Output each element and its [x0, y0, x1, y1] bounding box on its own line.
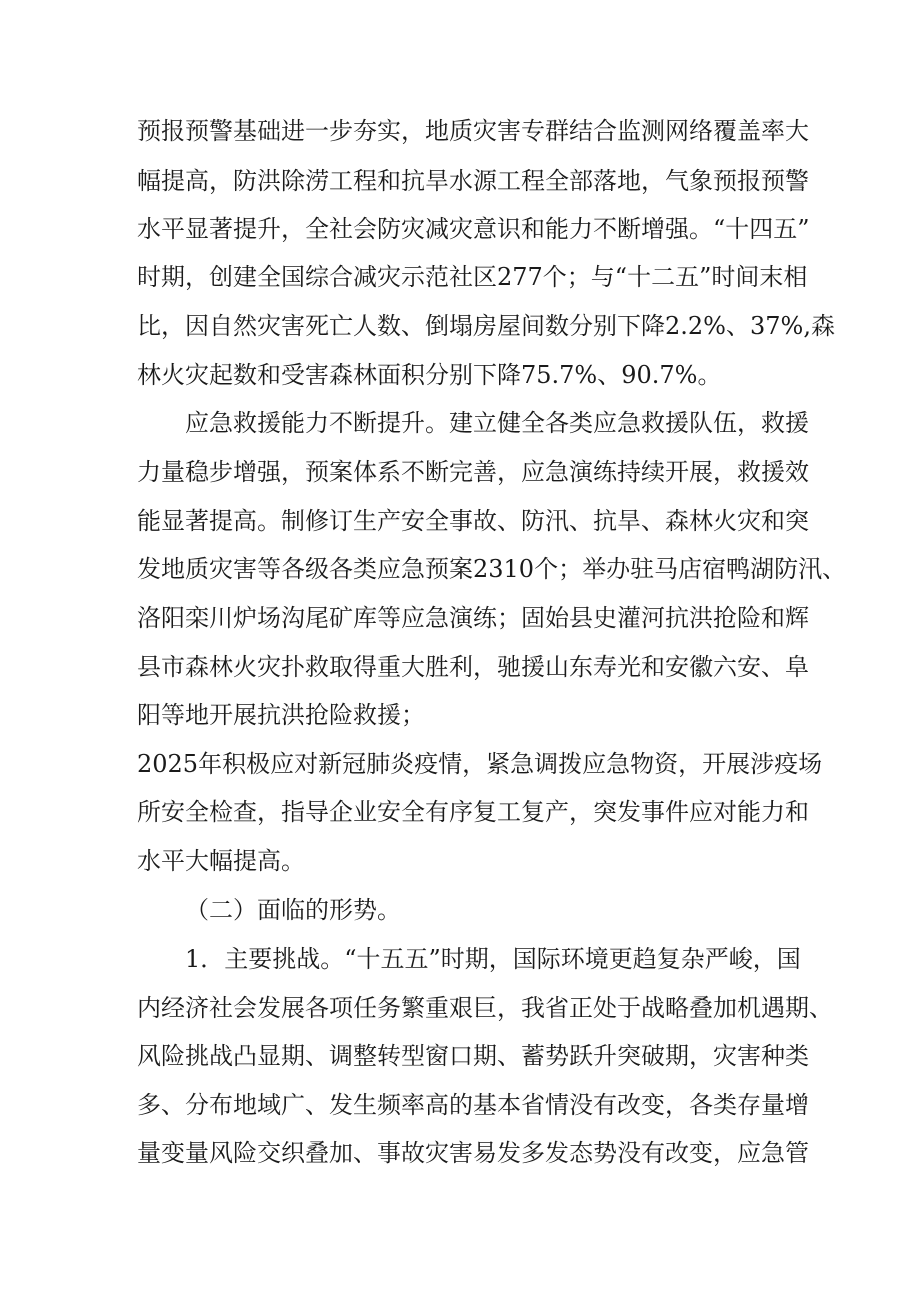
- text-line: 多、分布地域广、发生频率高的基本省情没有改变，各类存量增: [137, 1091, 809, 1119]
- paragraph-first-line: 应急救援能力不断提升。建立健全各类应急救援队伍，救援: [185, 409, 809, 437]
- text-line: 时期，创建全国综合减灾示范社区277个；与“十二五”时间末相: [137, 263, 808, 291]
- section-heading: （二）面临的形势。: [185, 896, 401, 924]
- text-line: 洛阳栾川炉场沟尾矿库等应急演练；固始县史灌河抗洪抢险和辉: [137, 604, 809, 632]
- text-line: 内经济社会发展各项任务繁重艰巨，我省正处于战略叠加机遇期、: [137, 994, 833, 1022]
- text-line: 能显著提高。制修订生产安全事故、防汛、抗旱、森林火灾和突: [137, 507, 809, 535]
- text-line: 县市森林火灾扑救取得重大胜利，驰援山东寿光和安徽六安、阜: [137, 653, 809, 681]
- text-line: 2025年积极应对新冠肺炎疫情，紧急调拨应急物资，开展涉疫场: [137, 750, 823, 778]
- text-line: 量变量风险交织叠加、事故灾害易发多发态势没有改变，应急管: [137, 1139, 809, 1167]
- text-line: 林火灾起数和受害森林面积分别下降75.7%、90.7%。: [137, 361, 722, 389]
- paragraph-first-line: 1．主要挑战。“十五五”时期，国际环境更趋复杂严峻，国: [185, 945, 801, 973]
- text-line: 幅提高，防洪除涝工程和抗旱水源工程全部落地，气象预报预警: [137, 167, 809, 195]
- text-line: 水平大幅提高。: [137, 847, 305, 875]
- text-line: 水平显著提升，全社会防灾减灾意识和能力不断增强。“十四五”: [137, 215, 810, 243]
- text-line: 力量稳步增强，预案体系不断完善，应急演练持续开展，救援效: [137, 458, 809, 486]
- text-line: 发地质灾害等各级各类应急预案2310个；举办驻马店宿鸭湖防汛、: [137, 555, 847, 583]
- text-line: 阳等地开展抗洪抢险救援；: [137, 701, 425, 729]
- text-line: 预报预警基础进一步夯实，地质灾害专群结合监测网络覆盖率大: [137, 117, 809, 145]
- text-line: 所安全检查，指导企业安全有序复工复产，突发事件应对能力和: [137, 798, 809, 826]
- text-line: 比，因自然灾害死亡人数、倒塌房屋间数分别下降2.2%、37%,森: [137, 312, 835, 340]
- text-line: 风险挑战凸显期、调整转型窗口期、蓄势跃升突破期，灾害种类: [137, 1042, 809, 1070]
